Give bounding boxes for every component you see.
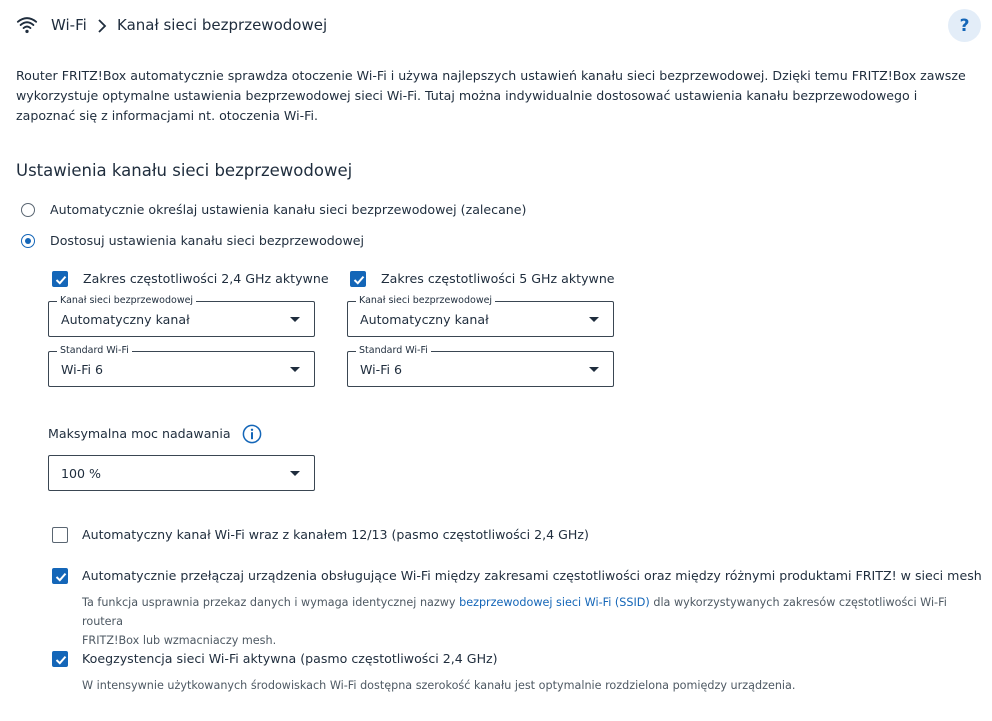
intro-text: Router FRITZ!Box automatycznie sprawdza otoczenie Wi-Fi i używa najlepszych ustawień kanału sieci bezprzewodowej. Dzięki temu FRITZ!Box zawsze wykorzystuje optymalne ustawienia bezprzewodowej sieci Wi-Fi. Tutaj można indywidualnie dostosować ustawienia kanału bezprzewodowego i zapoznać się z informacjami nt. otoczenia Wi-Fi. — [16, 68, 966, 123]
info-icon[interactable] — [242, 424, 262, 444]
band-steering-help — [82, 593, 972, 650]
standard-select-24-value: Wi-Fi 6 — [61, 362, 104, 377]
chevron-down-icon — [290, 367, 300, 372]
standard-select-5-value: Wi-Fi 6 — [360, 362, 403, 377]
wifi-icon — [16, 14, 38, 36]
standard-select-5[interactable] — [347, 345, 614, 387]
coexistence-checkbox[interactable] — [52, 651, 68, 667]
chevron-down-icon — [589, 317, 599, 322]
power-label: Maksymalna moc nadawania — [48, 426, 231, 441]
channel-select-24-legend: Kanał sieci bezprzewodowej — [57, 295, 196, 307]
band-5-label[interactable]: Zakres częstotliwości 5 GHz aktywne — [381, 271, 615, 286]
band-steering-help-text-3: FRITZ!Box lub wzmacniaczy mesh. — [82, 634, 277, 647]
coexistence-help: W intensywnie użytkowanych środowiskach Wi-Fi dostępna szerokość kanału jest optymalnie rozdzielona pomiędzy urządzenia. — [82, 679, 796, 692]
channel-select-5[interactable] — [347, 295, 614, 337]
radio-custom-channel-label[interactable]: Dostosuj ustawienia kanału sieci bezprzewodowej — [50, 233, 365, 248]
chevron-right-icon — [97, 18, 107, 34]
power-select-value: 100 % — [61, 466, 102, 481]
standard-select-24-legend: Standard Wi-Fi — [57, 345, 132, 357]
band-24-checkbox[interactable] — [52, 271, 68, 287]
channel-select-24[interactable] — [48, 295, 315, 337]
power-select[interactable] — [48, 455, 315, 491]
ssid-link[interactable]: bezprzewodowej sieci Wi-Fi (SSID) — [459, 596, 650, 609]
channel-12-13-checkbox[interactable] — [52, 527, 68, 543]
channel-select-24-value: Automatyczny kanał — [61, 312, 190, 327]
page-title: Kanał sieci bezprzewodowej — [117, 16, 328, 34]
chevron-down-icon — [290, 471, 300, 476]
channel-12-13-label[interactable]: Automatyczny kanał Wi-Fi wraz z kanałem 12/13 (pasmo częstotliwości 2,4 GHz) — [82, 527, 589, 542]
band-24-label[interactable]: Zakres częstotliwości 2,4 GHz aktywne — [83, 271, 329, 286]
standard-select-5-legend: Standard Wi-Fi — [356, 345, 431, 357]
band-steering-label[interactable]: Automatycznie przełączaj urządzenia obsługujące Wi-Fi między zakresami częstotliwości oraz między różnymi produktami FRITZ! w sieci mesh — [82, 568, 982, 583]
chevron-down-icon — [589, 367, 599, 372]
radio-auto-channel[interactable] — [21, 203, 35, 217]
section-title: Ustawienia kanału sieci bezprzewodowej — [16, 161, 353, 180]
band-steering-checkbox[interactable] — [52, 568, 68, 584]
help-button[interactable]: ? — [948, 9, 981, 42]
radio-auto-channel-label[interactable]: Automatycznie określaj ustawienia kanału sieci bezprzewodowej (zalecane) — [50, 202, 527, 217]
radio-custom-channel[interactable] — [21, 234, 35, 248]
chevron-down-icon — [290, 317, 300, 322]
breadcrumb-wifi[interactable]: Wi-Fi — [51, 16, 87, 34]
band-5-checkbox[interactable] — [350, 271, 366, 287]
band-steering-help-text: Ta funkcja usprawnia przekaz danych i wymaga identycznej nazwy — [82, 596, 460, 609]
coexistence-label[interactable]: Koegzystencja sieci Wi-Fi aktywna (pasmo częstotliwości 2,4 GHz) — [82, 651, 498, 666]
channel-select-5-legend: Kanał sieci bezprzewodowej — [356, 295, 495, 307]
standard-select-24[interactable] — [48, 345, 315, 387]
band-steering-help-text-2: dla wykorzystywanych zakresów częstotliwości Wi-Fi routera — [82, 596, 947, 628]
channel-select-5-value: Automatyczny kanał — [360, 312, 489, 327]
